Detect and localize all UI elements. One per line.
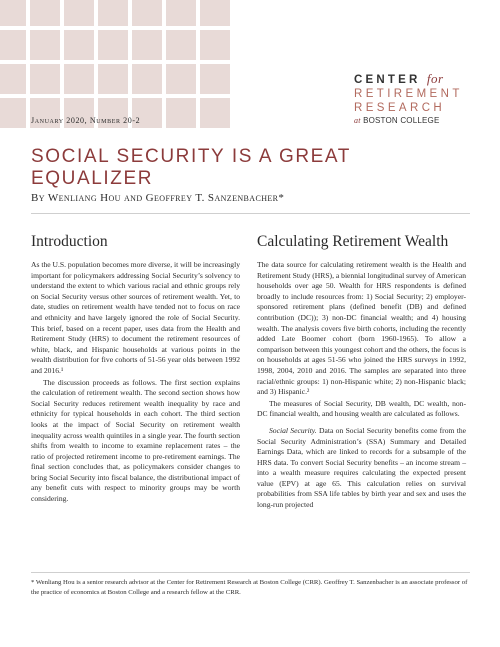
intro-paragraph-1: As the U.S. population becomes more diverse, it will be increasingly important for policymakers addressing Social Security’s solvency to understand the extent to which various racial and ethnic groups rely on Social Security versus other sources of retirement wealth. Yet, to date, studies on retirement wealth have tended not to focus on race and ethnicity and have largely ignored the role of Social Security. This brief, based on a recent paper, uses data from the Health and Retirement Study (HRS) to document the retirement resources of white, black, and Hispanic households at various points in the wealth distribution for five cohorts of 51-56 year olds between 1992 and 2016.¹ <box>31 260 240 375</box>
center-logo <box>354 72 484 127</box>
logo-line-retirement: RETIREMENT <box>354 88 463 100</box>
grid-square <box>64 0 94 26</box>
grid-square <box>64 64 94 94</box>
grid-square <box>132 30 162 60</box>
grid-square <box>0 64 26 94</box>
logo-line-research: RESEARCH <box>354 102 446 114</box>
grid-square <box>0 98 26 128</box>
grid-square <box>200 0 230 26</box>
author-footnote: * Wenliang Hou is a senior research advisor at the Center for Retirement Research at Boston College (CRR). Geoffrey T. Sanzenbacher is an associate professor of the practice of economics at Boston College and a research fellow at the CRR. <box>31 579 468 596</box>
left-column <box>31 232 240 506</box>
social-security-lead: Social Security. <box>269 425 317 435</box>
grid-square <box>98 0 128 26</box>
grid-square <box>98 64 128 94</box>
introduction-heading: Introduction <box>31 233 108 250</box>
divider <box>31 213 470 214</box>
grid-square <box>200 64 230 94</box>
grid-square <box>132 64 162 94</box>
grid-square <box>64 30 94 60</box>
intro-paragraph-2: The discussion proceeds as follows. The first section explains the calculation of retirement wealth. The second section shows how Social Security reduces retirement wealth inequality by race and ethnicity for typical households in each cohort. The third section looks at the impact of Social Security on retirement wealth inequality across wealth quintiles in a single year. The fourth section shifts from wealth to income to examine replacement rates – the ratio of projected retirement income to pre-retirement earnings. The final section concludes that, as policymakers consider changes to bring Social Security into fiscal balance, the distributional impact of any benefit cuts with respect to minority groups may be worth considering. <box>31 377 240 504</box>
calc-paragraph-3 <box>257 426 466 511</box>
footnote-divider <box>31 572 470 573</box>
grid-square <box>166 30 196 60</box>
logo-line-center: CENTER for <box>354 71 444 86</box>
grid-square <box>0 30 26 60</box>
grid-square <box>200 30 230 60</box>
grid-square <box>166 64 196 94</box>
calculating-heading: Calculating Retirement Wealth <box>257 233 449 250</box>
issue-date: January 2020, Number 20-2 <box>31 116 141 125</box>
calc-paragraph-2: The measures of Social Security, DB wealth, DC wealth, non-DC financial wealth, and housing wealth are calculated as follows. <box>257 398 466 419</box>
calc-paragraph-3-text: Data on Social Security benefits come from the Social Security Administration’s (SSA) Summary and Detailed Earnings Data, which are linked to records for a subsample of the HRS data. To convert Social Security benefits – an income stream – into a wealth measure requires calculating the expected present value (EPV) at age 65. This calculation relies on survival probabilities from SSA life tables by birth year and sex and uses the long-run projected <box>257 425 466 510</box>
calc-paragraph-1: The data source for calculating retirement wealth is the Health and Retirement Study (HRS), a biennial longitudinal survey of American households over age 50. Wealth for HRS respondents is defined broadly to include resources from: 1) Social Security; 2) employer-sponsored retirement plans (defined benefit (DB) and defined contribution (DC)); 3) non-DC financial wealth; and 4) housing wealth. The analysis covers five birth cohorts, including the recently added Late Boomer cohort (born 1960-1965). To allow a comparison between this youngest cohort and the others, the focus is on households at ages 51-56 who joined the HRS surveys in 1992, 1998, 2004, 2010 and 2016. The samples are separated into three racial/ethnic groups: 1) non-Hispanic white; 2) non-Hispanic black; and 3) Hispanic.² <box>257 260 466 397</box>
grid-square <box>30 0 60 26</box>
grid-square <box>166 98 196 128</box>
page-title: SOCIAL SECURITY IS A GREAT EQUALIZER <box>31 146 351 189</box>
right-column <box>257 232 466 512</box>
grid-square <box>0 0 26 26</box>
grid-square <box>30 64 60 94</box>
grid-square <box>166 0 196 26</box>
authors-byline: By Wenliang Hou and Geoffrey T. Sanzenbacher* <box>31 192 285 204</box>
logo-line-boston-college: at BOSTON COLLEGE <box>354 116 440 125</box>
decorative-square-grid <box>0 0 236 128</box>
grid-square <box>200 98 230 128</box>
grid-square <box>30 30 60 60</box>
grid-square <box>132 0 162 26</box>
grid-square <box>98 30 128 60</box>
